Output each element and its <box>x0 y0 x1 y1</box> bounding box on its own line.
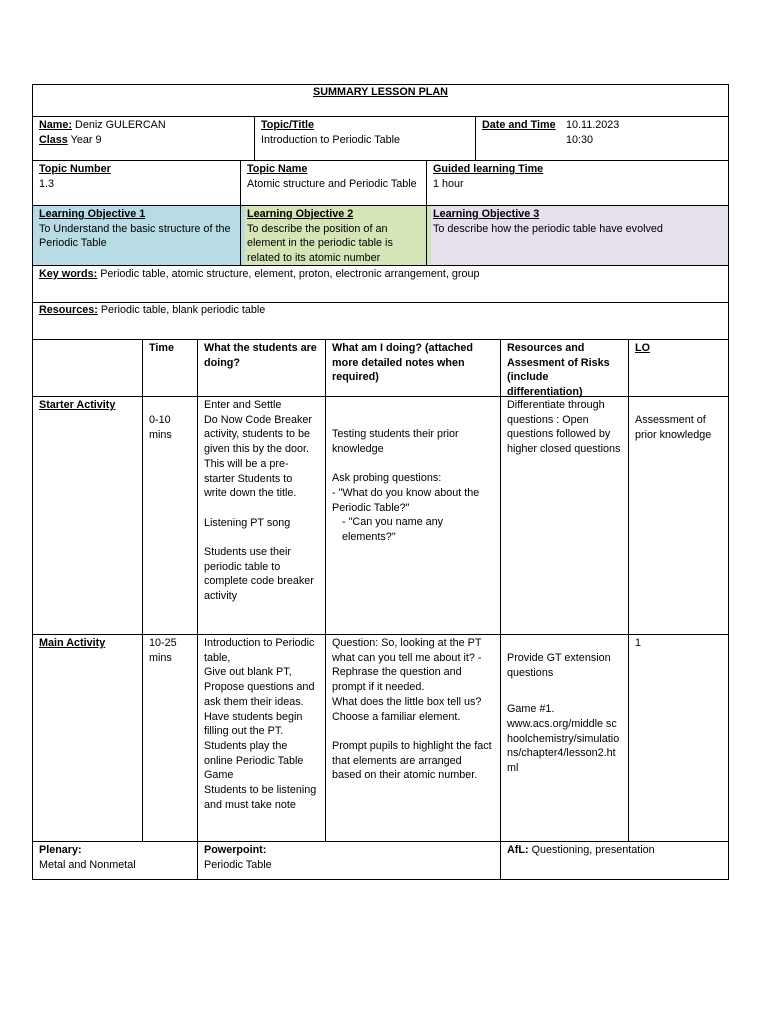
starter-students-text-2: Listening PT song <box>204 516 291 529</box>
objective-3-text: To describe how the periodic table have evolved <box>433 222 663 235</box>
topic-number-label: Topic Number <box>39 163 111 175</box>
header-risks: Resources and Assesment of Risks (include differentiation) <box>507 342 610 399</box>
topic-title-value: Introduction to Periodic Table <box>261 133 401 146</box>
topic-title-cell <box>254 116 475 160</box>
class-value: Year 9 <box>70 133 102 146</box>
starter-students-text-3: Students use their periodic table to complete code breaker activity <box>204 546 314 603</box>
main-students-text: Introduction to Periodic table, Give out blank PT, Propose questions and ask them their ideas. Have students begin filling out the PT. Students play the online Periodic Table Game Students to be listening and must take note <box>204 637 317 811</box>
time-value: 10:30 <box>566 133 594 146</box>
starter-risks: Differentiate through questions : Open questions followed by higher closed questions <box>507 399 621 456</box>
powerpoint-cell <box>197 841 500 880</box>
header-time: Time <box>149 342 175 354</box>
powerpoint-value: Periodic Table <box>204 858 272 871</box>
key-words-row <box>32 265 729 302</box>
objective-2-cell <box>240 205 426 265</box>
guided-learning-label: Guided learning Time <box>433 163 544 175</box>
resources-text: Periodic table, blank periodic table <box>100 304 266 316</box>
afl-cell <box>500 841 729 880</box>
topic-name-cell <box>240 160 426 205</box>
objective-3-cell <box>426 205 729 265</box>
date-time-label: Date and Time <box>482 119 556 131</box>
guided-learning-cell <box>426 160 729 205</box>
starter-teacher-text-2: Ask probing questions: - "What do you know about the Periodic Table?" <box>332 472 480 514</box>
objective-1-label: Learning Objective 1 <box>39 208 146 220</box>
objective-3-label: Learning Objective 3 <box>433 208 540 220</box>
name-class-cell <box>32 116 254 160</box>
starter-teacher-cell <box>325 425 500 547</box>
main-teacher-text-2: Prompt pupils to highlight the fact that elements are arranged based on their atomic number. <box>332 739 492 782</box>
main-risks-text-2: Game #1. www.acs.org/middle schoolchemistry/simulations/chapter4/lesson2.html <box>507 703 620 774</box>
topic-name-label: Topic Name <box>247 163 308 175</box>
afl-label: AfL: <box>507 844 529 856</box>
key-words-text: Periodic table, atomic structure, element, proton, electronic arrangement, group <box>100 268 480 280</box>
objective-2-label: Learning Objective 2 <box>247 208 354 220</box>
header-lo: LO <box>635 342 650 354</box>
main-time: 10-25 mins <box>149 637 177 664</box>
main-lo: 1 <box>635 637 642 649</box>
starter-teacher-text-1: Testing students their prior knowledge <box>332 428 459 455</box>
objective-2-text: To describe the position of an element in the periodic table is related to its atomic number <box>247 222 393 265</box>
plenary-cell <box>32 841 197 880</box>
starter-time: 0-10 mins <box>149 414 172 441</box>
starter-students-cell <box>197 396 325 606</box>
date-value: 10.11.2023 <box>566 119 620 131</box>
main-teacher-text-1: Question: So, looking at the PT what can you tell me about it? - Rephrase the question and prompt if it needed. What does the little box tell us? Choose a familiar element. <box>332 637 482 723</box>
header-teacher: What am I doing? (attached more detailed notes when required) <box>332 342 473 384</box>
objective-1-cell <box>32 205 240 265</box>
starter-activity-label: Starter Activity <box>39 399 116 411</box>
name-value: Deniz GULERCAN <box>75 119 166 131</box>
resources-label: Resources: <box>39 304 98 316</box>
header-students: What the students are doing? <box>204 342 317 369</box>
name-label: Name: <box>39 119 73 131</box>
topic-number-cell <box>32 160 240 205</box>
topic-title-label: Topic/Title <box>261 119 314 131</box>
topic-name-value: Atomic structure and Periodic Table <box>247 177 417 190</box>
afl-value: Questioning, presentation <box>531 844 655 856</box>
resources-row <box>32 302 729 339</box>
starter-teacher-text-3: - "Can you name any elements?" <box>342 516 444 543</box>
starter-students-text-1: Enter and Settle Do Now Code Breaker activity, students to be given this by the door. This will be a pre-starter Students to write down the title. <box>204 399 313 500</box>
topic-number-value: 1.3 <box>39 177 55 190</box>
starter-lo: Assessment of prior knowledge <box>635 414 712 441</box>
key-words-label: Key words: <box>39 268 98 280</box>
page-title: SUMMARY LESSON PLAN <box>313 86 448 98</box>
date-time-cell <box>475 116 729 160</box>
powerpoint-label: Powerpoint: <box>204 844 267 856</box>
main-risks-text-1: Provide GT extension questions <box>507 652 611 679</box>
guided-learning-value: 1 hour <box>433 177 464 190</box>
plenary-label: Plenary: <box>39 844 82 856</box>
main-teacher-cell <box>325 634 500 785</box>
plenary-value: Metal and Nonmetal <box>39 858 136 871</box>
main-risks-cell <box>500 649 628 778</box>
objective-1-text: To Understand the basic structure of the Periodic Table <box>39 222 231 250</box>
main-activity-label: Main Activity <box>39 637 106 649</box>
class-label: Class <box>39 133 68 146</box>
